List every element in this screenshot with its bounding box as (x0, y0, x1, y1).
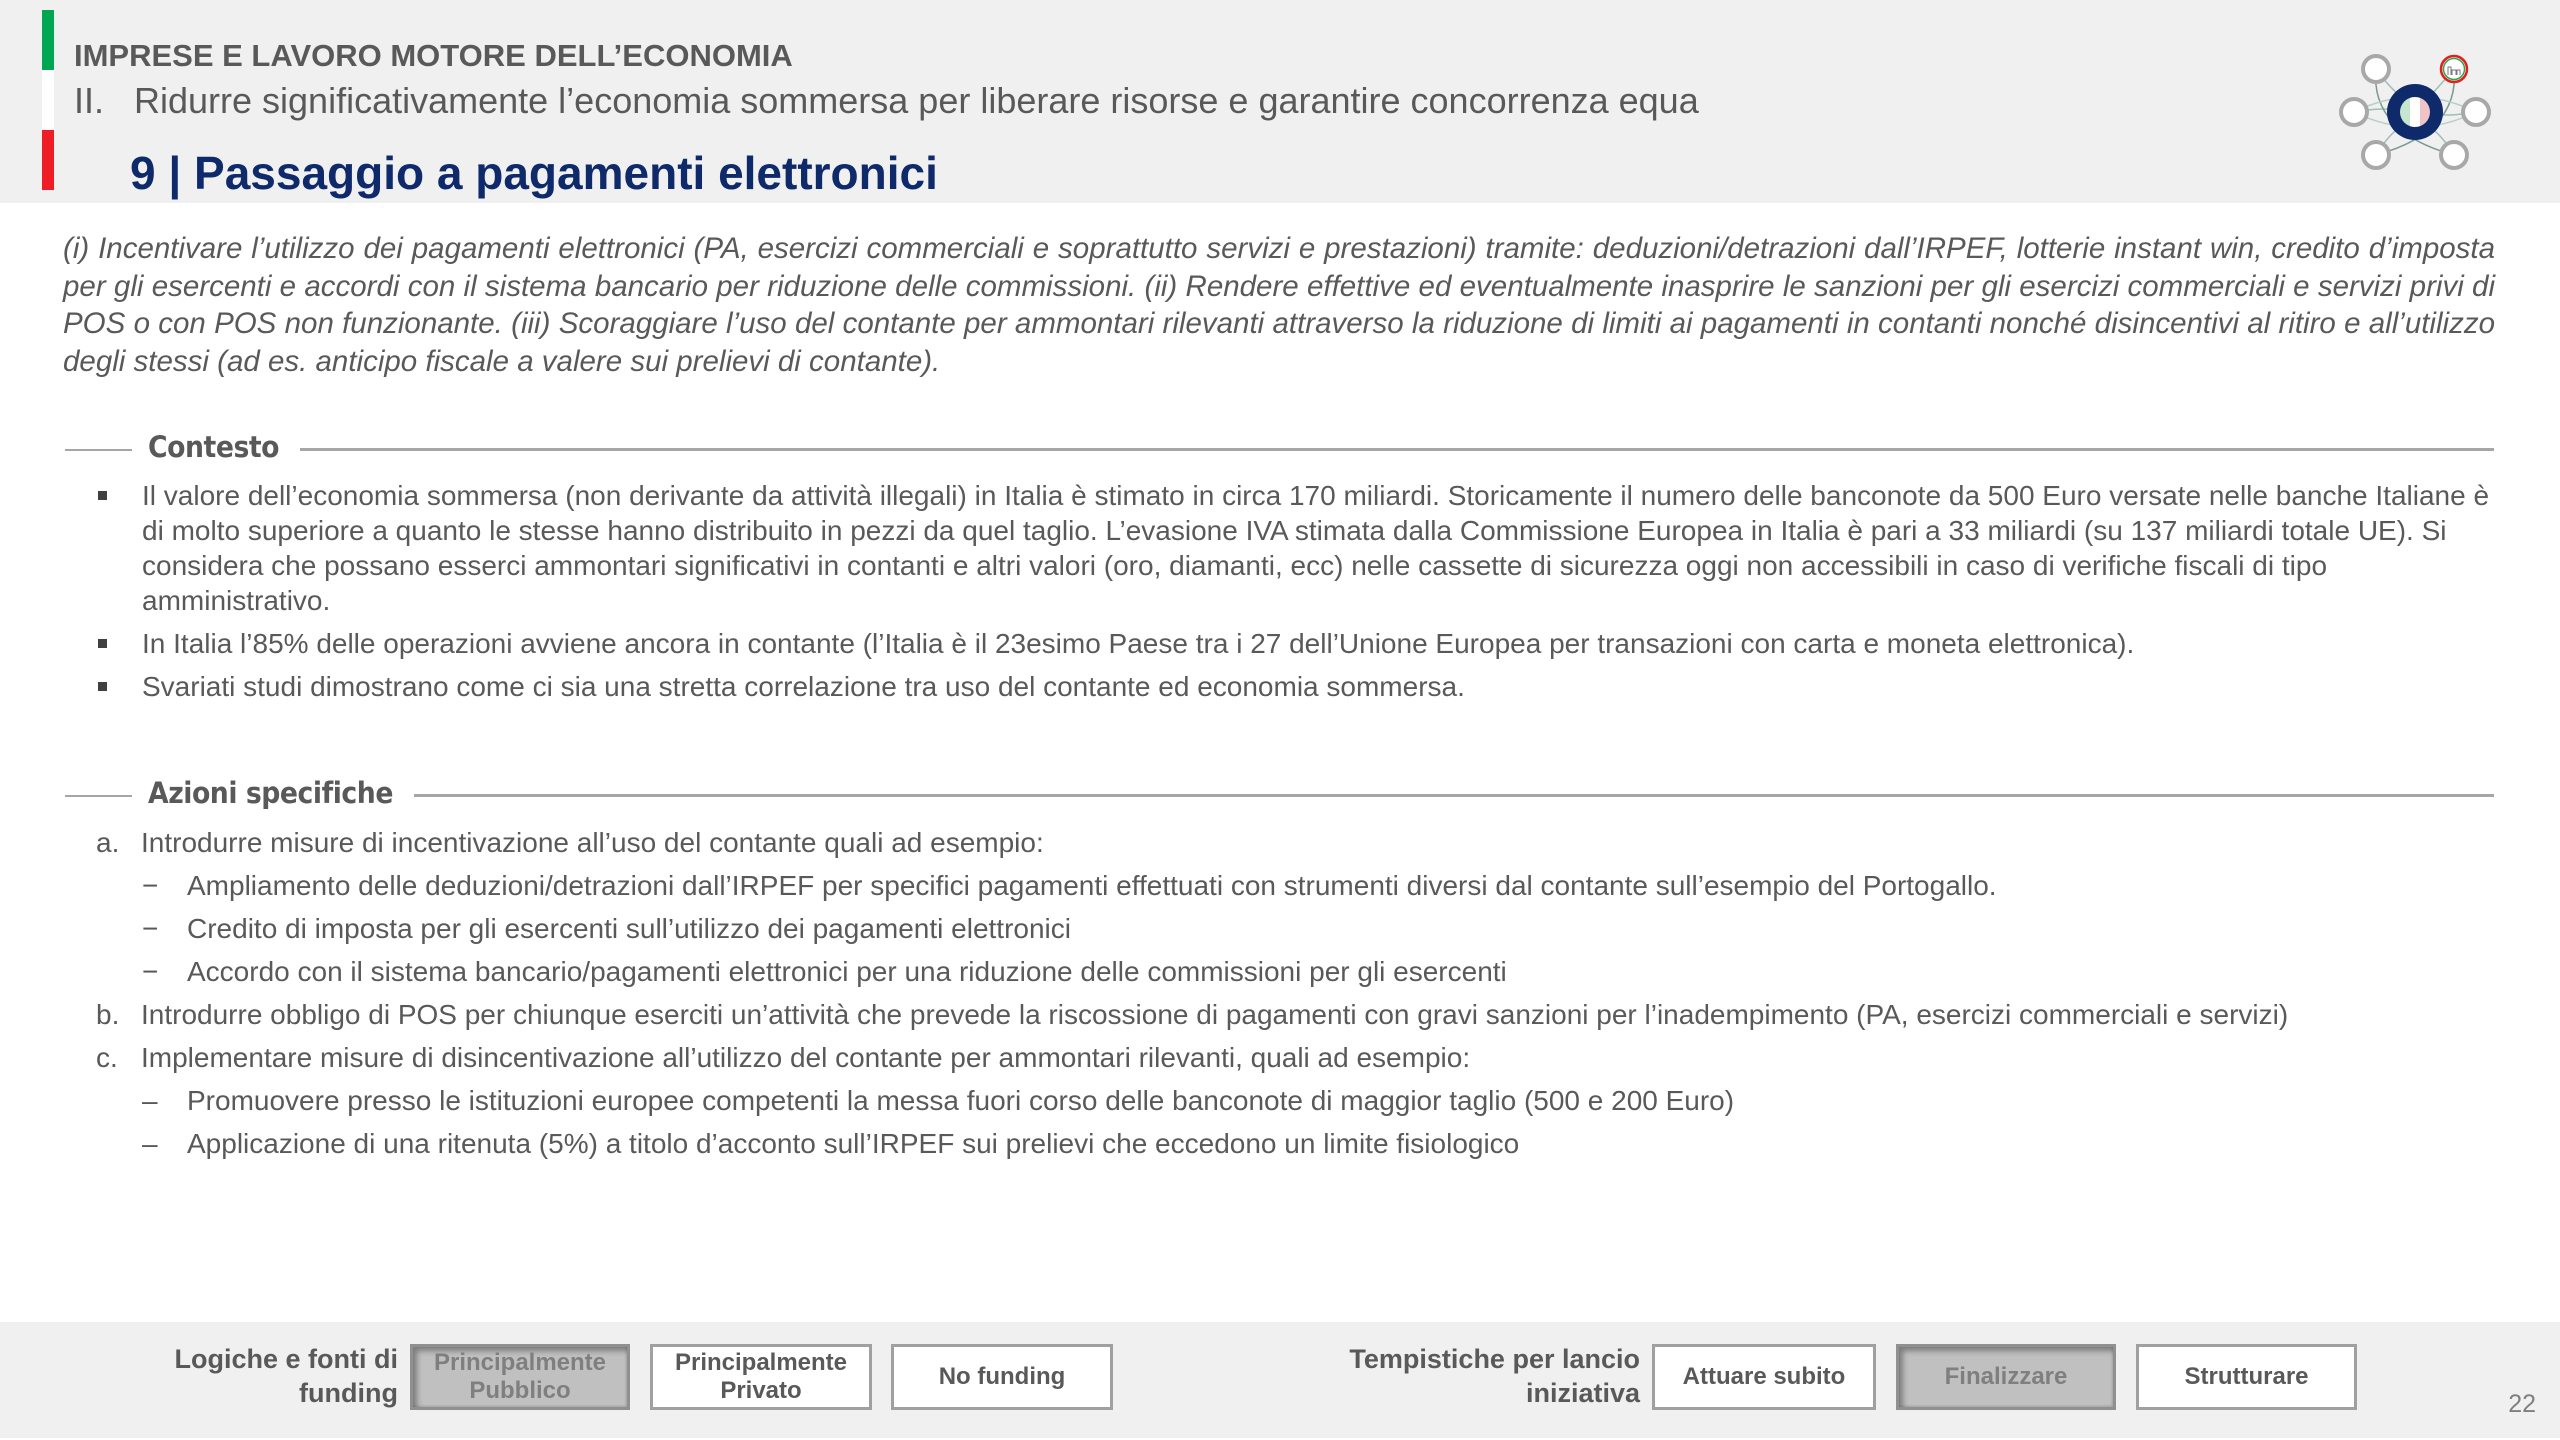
square-bullet-icon (98, 491, 107, 500)
square-bullet-icon (98, 639, 107, 648)
funding-option-no-funding[interactable]: No funding (891, 1344, 1113, 1410)
item-text: Implementare misure di disincentivazione all’utilizzo del contante per ammontari rilevanti, quali ad esempio: (141, 1042, 1471, 1073)
network-hub-logo-icon (2330, 42, 2500, 182)
funding-label: Logiche e fonti di funding (174, 1344, 398, 1408)
bullet-text: Il valore dell’economia sommersa (non derivante da attività illegali) in Italia è stimato in circa 170 miliardi. Storicamente il numero delle banconote da 500 Euro versate nelle banche Italiane è di molto superiore a quanto le stesse hanno distribuito in pezzi da quel taglio. L’evasione IVA stimata dalla Commissione Europea in Italia è pari a 33 miliardi (su 137 miliardi totale UE). Si considera che possano esserci ammontari significativi in contanti e altri valori (oro, diamanti, ecc) nelle cassette di sicurezza oggi non accessibili in caso di verifiche fiscali di tipo amministrativo. (142, 480, 2490, 616)
list-item (96, 669, 2496, 704)
list-item (96, 1126, 2496, 1169)
section-title: Contesto (148, 430, 280, 464)
context-bullet-list (96, 478, 2496, 712)
list-item (96, 478, 2496, 618)
section-header-azioni (65, 776, 2494, 816)
dash-marker: − (142, 870, 159, 901)
timing-label: Tempistiche per lancio iniziativa (1349, 1344, 1640, 1408)
italian-flag-bar (42, 10, 54, 190)
chapter-number: II. (74, 80, 105, 121)
dash-marker: – (142, 1085, 158, 1116)
flag-green-stripe (42, 10, 54, 70)
funding-option-principalmente-privato[interactable]: Principalmente Privato (650, 1344, 872, 1410)
list-marker: b. (96, 999, 120, 1030)
item-text: Introdurre obbligo di POS per chiunque eserciti un’attività che prevede la riscossione di pagamenti con gravi sanzioni per l’inadempimento (PA, esercizi commerciali e servizi) (141, 999, 2289, 1030)
list-item (96, 997, 2496, 1040)
section-header-contesto (65, 430, 2494, 470)
dash-marker: – (142, 1128, 158, 1159)
list-marker: c. (96, 1042, 118, 1073)
page-number: 22 (2508, 1390, 2536, 1418)
chapter-subtitle-text: Ridurre significativamente l’economia sommersa per liberare risorse e garantire concorrenza equa (134, 80, 1699, 121)
divider-line (65, 795, 132, 797)
item-text: Ampliamento delle deduzioni/detrazioni dall’IRPEF per specifici pagamenti effettuati con strumenti diversi dal contante sull’esempio del Portogallo. (187, 870, 1997, 901)
list-marker: a. (96, 827, 120, 858)
divider-line (414, 794, 2494, 797)
item-text: Credito di imposta per gli esercenti sull’utilizzo dei pagamenti elettronici (187, 913, 1071, 944)
funding-option-principalmente-pubblico[interactable]: Principalmente Pubblico (410, 1344, 630, 1410)
section-kicker: IMPRESE E LAVORO MOTORE DELL’ECONOMIA (74, 38, 793, 73)
bullet-text: In Italia l’85% delle operazioni avviene ancora in contante (l’Italia è il 23esimo Paese tra i 27 dell’Unione Europea per transazioni con carta e moneta elettronica). (142, 628, 2135, 659)
header-band (0, 0, 2560, 203)
actions-list (96, 825, 2496, 1169)
list-item (96, 911, 2496, 954)
timing-option-attuare-subito[interactable]: Attuare subito (1652, 1344, 1876, 1410)
divider-line (300, 448, 2494, 451)
divider-line (65, 449, 132, 451)
dash-marker: − (142, 956, 159, 987)
dash-marker: − (142, 913, 159, 944)
square-bullet-icon (98, 682, 107, 691)
item-text: Promuovere presso le istituzioni europee competenti la messa fuori corso delle banconote di maggior taglio (500 e 200 Euro) (187, 1085, 1735, 1116)
flag-white-stripe (42, 70, 54, 130)
timing-option-strutturare[interactable]: Strutturare (2136, 1344, 2357, 1410)
chapter-subtitle (74, 80, 1699, 122)
list-item (96, 825, 2496, 868)
list-item (96, 1083, 2496, 1126)
list-item (96, 1040, 2496, 1083)
list-item (96, 954, 2496, 997)
bullet-text: Svariati studi dimostrano come ci sia una stretta correlazione tra uso del contante ed economia sommersa. (142, 671, 1465, 702)
list-item (96, 868, 2496, 911)
item-text: Applicazione di una ritenuta (5%) a titolo d’acconto sull’IRPEF sui prelievi che eccedono un limite fisiologico (187, 1128, 1520, 1159)
flag-red-stripe (42, 130, 54, 190)
page-title: 9 | Passaggio a pagamenti elettronici (130, 147, 938, 199)
intro-paragraph: (i) Incentivare l’utilizzo dei pagamenti elettronici (PA, esercizi commerciali e soprattutto servizi e prestazioni) tramite: deduzioni/detrazioni dall’IRPEF, lotterie instant win, credito d’imposta per gli esercenti e accordi con il sistema bancario per riduzione delle commissioni. (ii) Rendere effettive ed eventualmente inasprire le sanzioni per gli esercizi commerciali e servizi privi di POS o con POS non funzionante. (iii) Scoraggiare l’uso del contante per ammontari rilevanti attraverso la riduzione di limiti ai pagamenti in contanti nonché disincentivi al ritiro e all’utilizzo degli stessi (ad es. anticipo fiscale a valere sui prelievi di contante). (63, 232, 2495, 378)
item-text: Accordo con il sistema bancario/pagamenti elettronici per una riduzione delle commissioni per gli esercenti (187, 956, 1507, 987)
list-item (96, 626, 2496, 661)
section-title: Azioni specifiche (148, 776, 393, 810)
item-text: Introdurre misure di incentivazione all’uso del contante quali ad esempio: (141, 827, 1044, 858)
timing-option-finalizzare[interactable]: Finalizzare (1896, 1344, 2116, 1410)
footer-band (0, 1322, 2560, 1438)
